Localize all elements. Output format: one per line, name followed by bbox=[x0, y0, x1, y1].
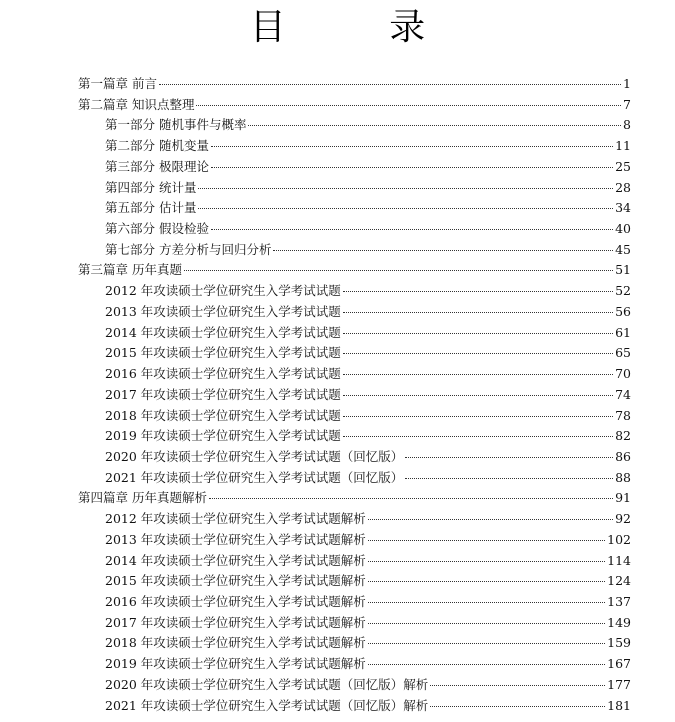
dot-leader bbox=[368, 623, 605, 624]
toc-chapter-entry[interactable] bbox=[78, 260, 631, 281]
toc-page-number: 82 bbox=[615, 428, 631, 444]
toc-entry-label: 2014 年攻读硕士学位研究生入学考试试题 bbox=[105, 324, 341, 340]
toc-entry-label: 第四部分 统计量 bbox=[105, 179, 197, 195]
toc-entry-label: 第七部分 方差分析与回归分析 bbox=[105, 241, 272, 257]
dot-leader bbox=[159, 84, 621, 85]
toc-entry-label: 2019 年攻读硕士学位研究生入学考试试题 bbox=[105, 428, 341, 444]
toc-page-number: 65 bbox=[615, 345, 631, 361]
toc-section-entry[interactable] bbox=[105, 198, 631, 219]
toc-entry-label: 2019 年攻读硕士学位研究生入学考试试题解析 bbox=[105, 656, 366, 672]
toc-entry-label: 2021 年攻读硕士学位研究生入学考试试题（回忆版）解析 bbox=[105, 697, 429, 713]
toc-section-entry[interactable] bbox=[105, 323, 631, 344]
dot-leader bbox=[343, 291, 613, 292]
toc-page-number: 52 bbox=[615, 283, 631, 299]
toc-entry-label: 第五部分 估计量 bbox=[105, 200, 197, 216]
toc-section-entry[interactable] bbox=[105, 178, 631, 199]
toc-section-entry[interactable] bbox=[105, 281, 631, 302]
toc-page-number: 177 bbox=[607, 676, 631, 692]
dot-leader bbox=[368, 664, 605, 665]
dot-leader bbox=[184, 270, 613, 271]
dot-leader bbox=[368, 643, 605, 644]
toc-page-number: 86 bbox=[615, 448, 631, 464]
toc-chapter-entry[interactable] bbox=[78, 74, 631, 95]
toc-section-entry[interactable] bbox=[105, 136, 631, 157]
toc-entry-label: 2015 年攻读硕士学位研究生入学考试试题解析 bbox=[105, 573, 366, 589]
toc-page-number: 167 bbox=[607, 656, 631, 672]
dot-leader bbox=[211, 229, 613, 230]
dot-leader bbox=[343, 353, 613, 354]
toc-page-number: 91 bbox=[615, 490, 631, 506]
dot-leader bbox=[368, 581, 605, 582]
dot-leader bbox=[248, 125, 621, 126]
toc-section-entry[interactable] bbox=[105, 240, 631, 261]
toc-page-number: 28 bbox=[615, 179, 631, 195]
toc-page-number: 34 bbox=[615, 200, 631, 216]
toc-entry-label: 2014 年攻读硕士学位研究生入学考试试题解析 bbox=[105, 552, 366, 568]
toc-entry-label: 第二篇章 知识点整理 bbox=[78, 96, 195, 112]
toc-page-number: 137 bbox=[607, 594, 631, 609]
toc-entry-label: 2017 年攻读硕士学位研究生入学考试试题 bbox=[105, 386, 341, 402]
toc-entry-label: 第四篇章 历年真题解析 bbox=[78, 490, 207, 506]
dot-leader bbox=[343, 395, 613, 396]
dot-leader bbox=[211, 167, 613, 168]
toc-page-number: 45 bbox=[615, 241, 631, 257]
toc-page-number: 40 bbox=[615, 221, 631, 237]
dot-leader bbox=[430, 685, 605, 686]
toc-section-entry[interactable] bbox=[105, 571, 631, 592]
toc-entry-label: 2015 年攻读硕士学位研究生入学考试试题 bbox=[105, 345, 341, 361]
page-title: 目 录 bbox=[249, 7, 472, 48]
toc-entry-label: 2016 年攻读硕士学位研究生入学考试试题解析 bbox=[105, 594, 366, 609]
toc-section-entry[interactable] bbox=[105, 343, 631, 364]
toc-section-entry[interactable] bbox=[105, 654, 631, 675]
toc-entry-label: 2013 年攻读硕士学位研究生入学考试试题 bbox=[105, 303, 341, 319]
toc-entry-label: 第六部分 假设检验 bbox=[105, 221, 209, 237]
toc-section-entry[interactable] bbox=[105, 219, 631, 240]
toc-section-entry[interactable] bbox=[105, 157, 631, 178]
toc-entry-label: 2018 年攻读硕士学位研究生入学考试试题 bbox=[105, 407, 341, 423]
toc-page-number: 114 bbox=[607, 552, 631, 568]
toc-section-entry[interactable] bbox=[105, 468, 631, 489]
toc-section-entry[interactable] bbox=[105, 530, 631, 551]
toc-section-entry[interactable] bbox=[105, 613, 631, 634]
dot-leader bbox=[430, 706, 605, 707]
dot-leader bbox=[368, 561, 605, 562]
dot-leader bbox=[211, 146, 613, 147]
toc-page-number: 51 bbox=[615, 262, 631, 278]
dot-leader bbox=[198, 188, 613, 189]
toc-section-entry[interactable] bbox=[105, 406, 631, 427]
toc-section-entry[interactable] bbox=[105, 592, 631, 613]
toc-page-number: 56 bbox=[615, 303, 631, 319]
toc-entry-label: 2012 年攻读硕士学位研究生入学考试试题解析 bbox=[105, 511, 366, 527]
toc-section-entry[interactable] bbox=[105, 302, 631, 323]
dot-leader bbox=[198, 208, 613, 209]
toc-section-entry[interactable] bbox=[105, 385, 631, 406]
toc-page-number: 92 bbox=[615, 511, 631, 527]
toc-entry-label: 第三篇章 历年真题 bbox=[78, 262, 182, 278]
toc-page-number: 11 bbox=[615, 138, 631, 154]
toc-section-entry[interactable] bbox=[105, 551, 631, 572]
dot-leader bbox=[368, 602, 605, 603]
toc-page-number: 8 bbox=[623, 117, 631, 133]
dot-leader bbox=[343, 436, 613, 437]
dot-leader bbox=[343, 416, 613, 417]
toc-entry-label: 2018 年攻读硕士学位研究生入学考试试题解析 bbox=[105, 635, 366, 651]
dot-leader bbox=[405, 457, 613, 458]
toc-section-entry[interactable] bbox=[105, 675, 631, 696]
dot-leader bbox=[273, 250, 613, 251]
toc-entry-label: 2016 年攻读硕士学位研究生入学考试试题 bbox=[105, 366, 341, 382]
toc-entry-label: 2021 年攻读硕士学位研究生入学考试试题（回忆版） bbox=[105, 469, 404, 485]
toc-page-number: 61 bbox=[615, 324, 631, 340]
dot-leader bbox=[368, 540, 605, 541]
toc-section-entry[interactable] bbox=[105, 696, 631, 717]
toc-page-number: 149 bbox=[607, 614, 631, 630]
toc-page-number: 181 bbox=[607, 697, 631, 713]
toc-entry-label: 第二部分 随机变量 bbox=[105, 138, 209, 154]
dot-leader bbox=[343, 333, 613, 334]
dot-leader bbox=[196, 105, 621, 106]
toc-page-number: 7 bbox=[623, 96, 631, 112]
toc-entry-label: 2020 年攻读硕士学位研究生入学考试试题（回忆版） bbox=[105, 448, 404, 464]
dot-leader bbox=[343, 374, 613, 375]
dot-leader bbox=[405, 478, 613, 479]
toc-section-entry[interactable] bbox=[105, 633, 631, 654]
toc-section-entry[interactable] bbox=[105, 364, 631, 385]
toc-entry-label: 2013 年攻读硕士学位研究生入学考试试题解析 bbox=[105, 531, 366, 547]
toc-entry-label: 2012 年攻读硕士学位研究生入学考试试题 bbox=[105, 283, 341, 299]
toc-section-entry[interactable] bbox=[105, 447, 631, 468]
toc-page-number: 1 bbox=[623, 76, 631, 91]
toc-section-entry[interactable] bbox=[105, 509, 631, 530]
toc-section-entry[interactable] bbox=[105, 426, 631, 447]
toc-page-number: 102 bbox=[607, 531, 631, 547]
toc-section-entry[interactable] bbox=[105, 115, 631, 136]
toc-entry-label: 第三部分 极限理论 bbox=[105, 158, 209, 174]
toc-chapter-entry[interactable] bbox=[78, 488, 631, 509]
dot-leader bbox=[209, 498, 613, 499]
toc-entry-label: 2017 年攻读硕士学位研究生入学考试试题解析 bbox=[105, 614, 366, 630]
toc-chapter-entry[interactable] bbox=[78, 95, 631, 116]
dot-leader bbox=[368, 519, 613, 520]
toc-entry-label: 第一部分 随机事件与概率 bbox=[105, 117, 247, 133]
toc-page-number: 70 bbox=[615, 366, 631, 382]
toc-entry-label: 2020 年攻读硕士学位研究生入学考试试题（回忆版）解析 bbox=[105, 676, 429, 692]
toc-page-number: 74 bbox=[615, 386, 631, 402]
toc-page-number: 159 bbox=[607, 635, 631, 651]
dot-leader bbox=[343, 312, 613, 313]
toc-entry-label: 第一篇章 前言 bbox=[78, 76, 157, 91]
toc-page-number: 124 bbox=[607, 573, 631, 589]
toc-page-number: 25 bbox=[615, 158, 631, 174]
toc-page-number: 88 bbox=[615, 469, 631, 485]
toc-page-number: 78 bbox=[615, 407, 631, 423]
